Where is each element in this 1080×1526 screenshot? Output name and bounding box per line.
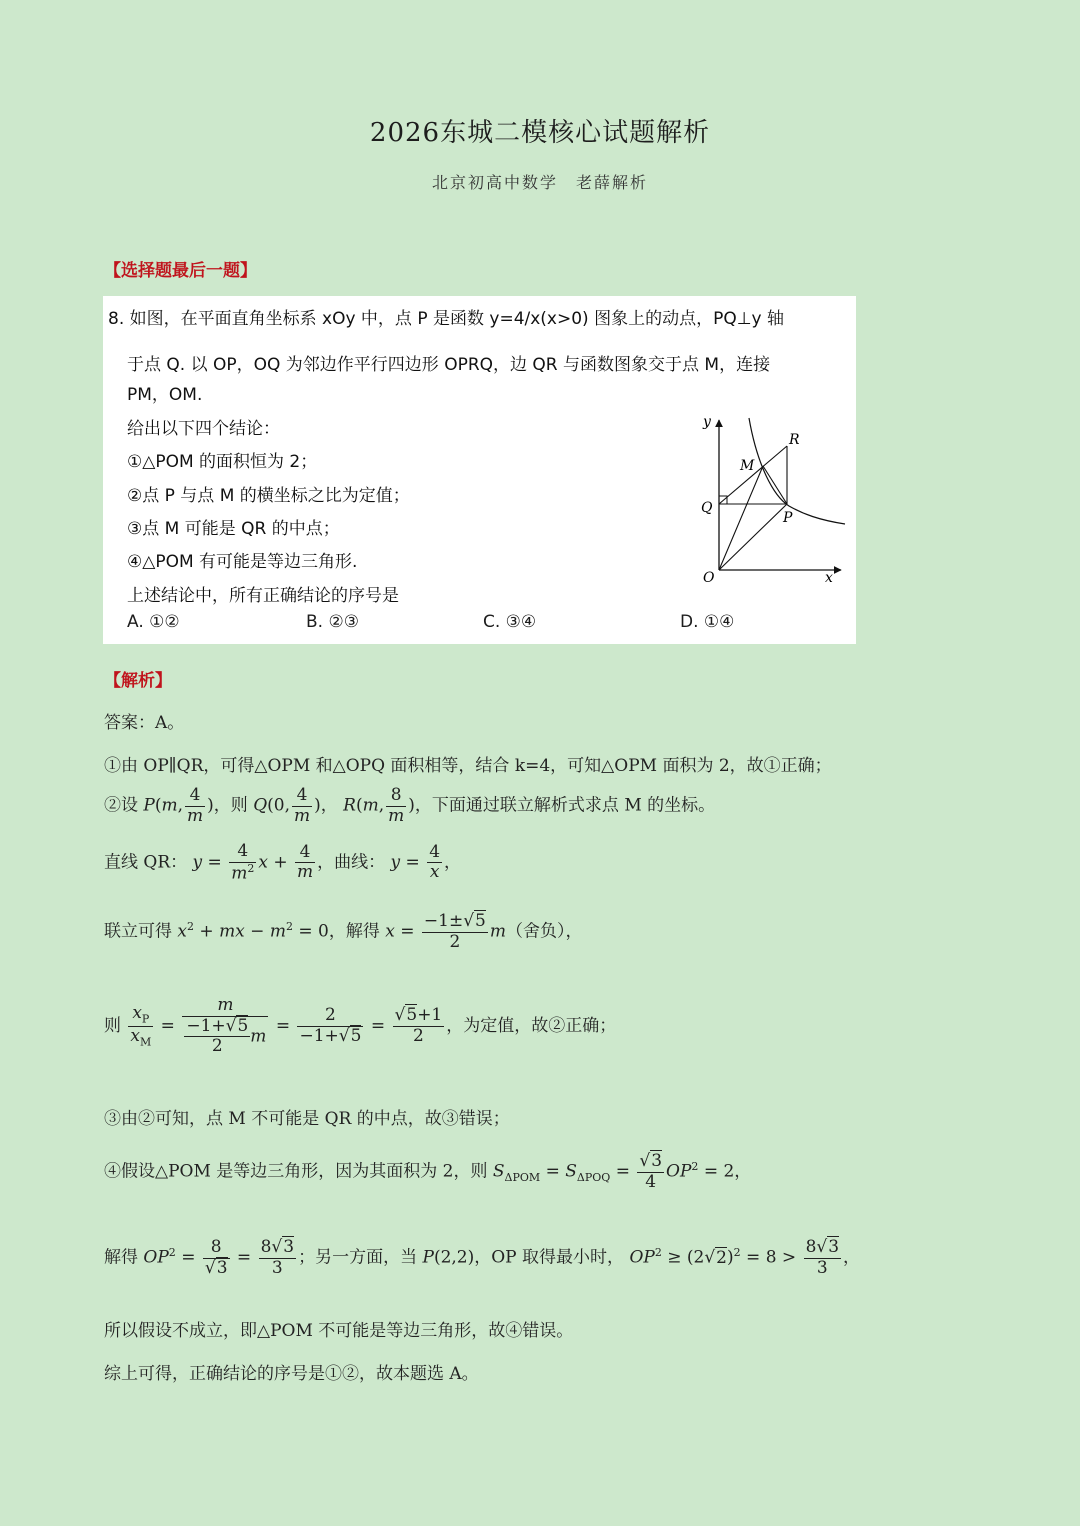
option-a[interactable]: A. ①②	[127, 612, 180, 632]
solution-step-5: 则 $\frac{x_P}{x_M}$ = m $\frac{-1+√5}{2}$ m = $\frac{2}{-1+√5}$ = $\frac{√5+1}{2}$ ，为定值，故②正确；	[104, 995, 617, 1057]
solution-step-3: 直线 QR： y = $\frac{4}{m^2}$ x + $\frac{4}{m}$ ，曲线： y = $\frac{4}{x}$ ，	[104, 841, 462, 884]
conclusion-4: ④△POM 有可能是等边三角形.	[127, 552, 358, 572]
page-title: 2026东城二模核心试题解析	[369, 118, 711, 148]
conclusion-1: ①△POM 的面积恒为 2；	[127, 452, 318, 472]
conclusion-2: ②点 P 与点 M 的横坐标之比为定值；	[127, 486, 410, 506]
solution-answer: 答案：A。	[104, 713, 185, 733]
solution-step-6: ③由②可知，点 M 不可能是 QR 的中点，故③错误；	[104, 1109, 510, 1129]
solution-step-2: ②设 P(m, $\frac{4}{m}$ )，则 Q(0, $\frac{4}{m}$ )， R(m, $\frac{8}{m}$ )，下面通过联立解析式求点 M 的坐标。	[104, 785, 716, 826]
function-graph-figure	[683, 412, 853, 592]
page-subtitle: 北京初高中数学 老薛解析	[431, 173, 648, 192]
label-r: R	[789, 432, 800, 448]
question-line-2: 于点 Q. 以 OP，OQ 为邻边作平行四边形 OPRQ，边 QR 与函数图象交于点 M，连接	[127, 355, 771, 375]
label-p: P	[783, 510, 793, 526]
option-d[interactable]: D. ①④	[680, 612, 735, 632]
section-heading-solution: 【解析】	[104, 671, 172, 691]
question-card	[103, 296, 856, 644]
option-c[interactable]: C. ③④	[483, 612, 537, 632]
solution-step-8: 解得 $OP^2$ = $\frac{8}{√3}$ = $\frac{8√3}{3}$ ；另一方面，当 P(2,2)，OP 取得最小时， $OP^2 \ge (2√2)^2 = 8$ > $\frac{8√3}{3}$ ，	[104, 1237, 861, 1278]
solution-conclusion: 综上可得，正确结论的序号是①②，故本题选 A。	[104, 1364, 479, 1384]
label-y: y	[703, 414, 711, 430]
segment-op	[719, 504, 787, 570]
conclusion-3: ③点 M 可能是 QR 的中点；	[127, 519, 340, 539]
solution-step-9: 所以假设不成立，即△POM 不可能是等边三角形，故④错误。	[104, 1321, 574, 1341]
question-line-1: 8. 如图，在平面直角坐标系 xOy 中，点 P 是函数 y=4/x(x>0) 图象上的动点，PQ⊥y 轴	[108, 309, 784, 329]
segment-om	[719, 466, 763, 570]
option-b[interactable]: B. ②③	[306, 612, 359, 632]
question-line-4: 给出以下四个结论：	[127, 419, 280, 439]
section-heading-question: 【选择题最后一题】	[104, 261, 257, 281]
question-prompt: 上述结论中，所有正确结论的序号是	[127, 586, 399, 606]
label-m: M	[740, 458, 755, 474]
question-line-3: PM，OM.	[127, 385, 203, 405]
solution-step-1: ①由 OP∥QR，可得△OPM 和△OPQ 面积相等，结合 k=4，可知△OPM 面积为 2，故①正确；	[104, 756, 832, 776]
solution-step-7: ④假设△POM 是等边三角形，因为其面积为 2，则 $S_{\Delta POM} = S_{\Delta POQ}$ = $\frac{√3}{4}$ $OP^2 = 2$，	[104, 1151, 752, 1192]
segment-qr	[719, 446, 787, 504]
label-o: O	[703, 570, 715, 586]
solution-step-4: 联立可得 $x^2$ + mx − $m^2 = 0$，解得 x = $\frac{-1\pm√5}{2}$ m（舍负），	[104, 911, 583, 952]
segment-pm	[763, 466, 787, 504]
label-q: Q	[701, 500, 713, 516]
label-x: x	[825, 570, 833, 586]
